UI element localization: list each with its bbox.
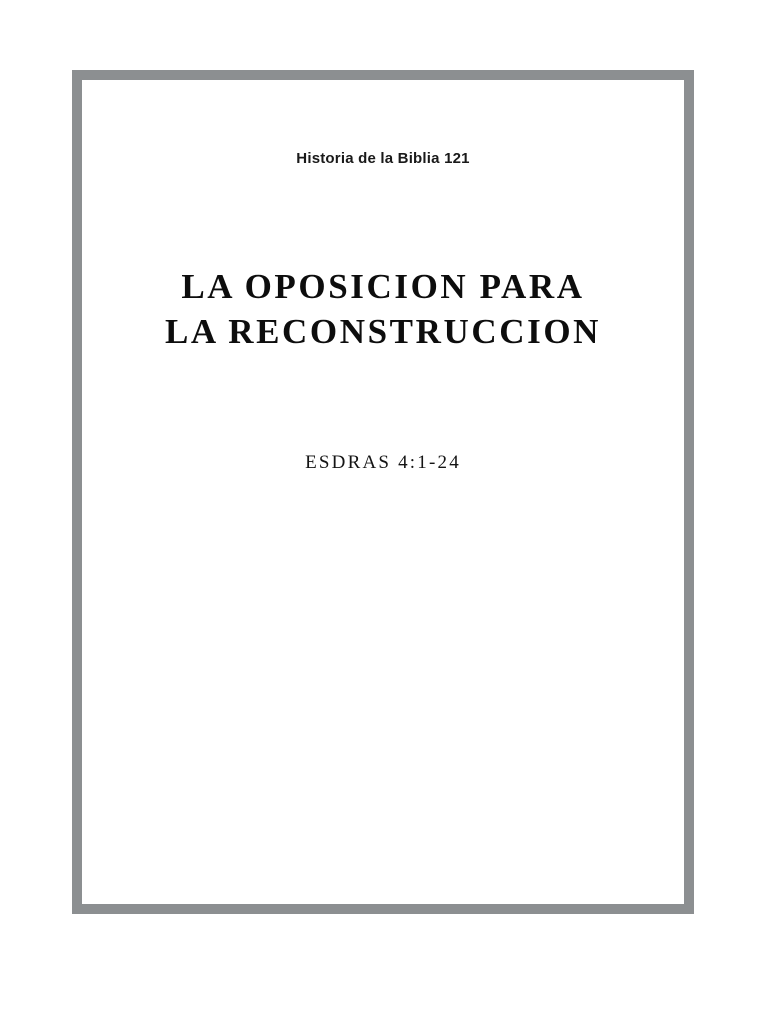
page-border-frame: [72, 70, 694, 914]
scripture-reference: ESDRAS 4:1-24: [305, 452, 461, 473]
page-title-line-1: LA OPOSICION PARA: [181, 267, 585, 306]
running-header: Historia de la Biblia 121: [296, 150, 470, 167]
page-content: [82, 80, 684, 904]
page-title-line-2: LA RECONSTRUCCION: [164, 312, 602, 351]
page-title: [82, 264, 684, 354]
